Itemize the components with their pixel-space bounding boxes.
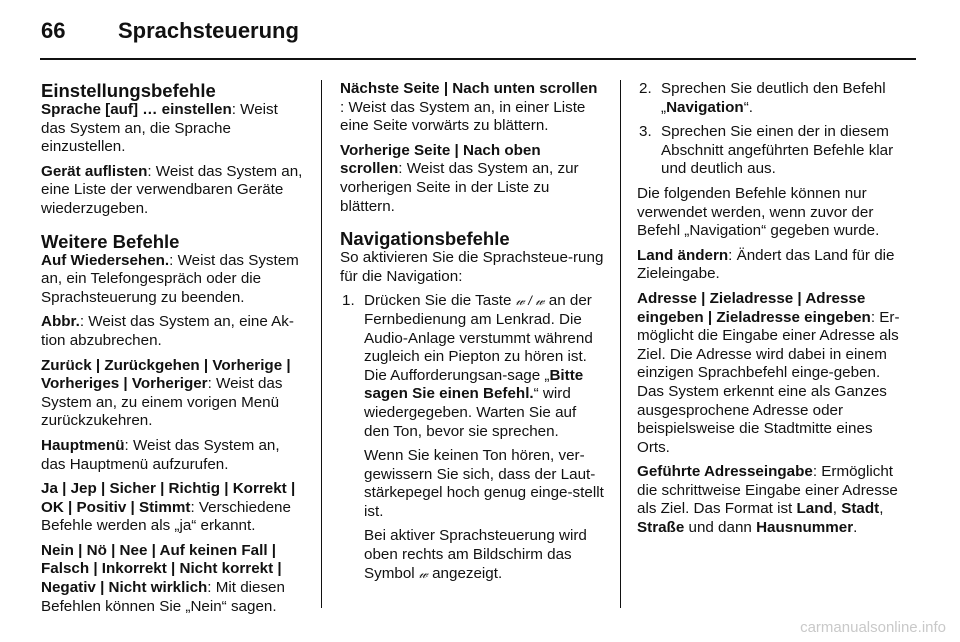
step-item <box>340 292 604 583</box>
command-entry <box>41 357 305 431</box>
command-desc: : Weist das System an, die Sprache einzustellen. <box>41 101 278 156</box>
command-desc: : Weist das System an, ein Telefongespräch oder die Sprachsteuerung zu beenden. <box>41 251 299 306</box>
command-desc: : Weist das System an, zur vorherigen Seite in der Liste zu blättern. <box>340 160 579 215</box>
command-name: Gerät auflisten <box>41 162 148 180</box>
command-desc: : Weist das System an, das Hauptmenü aufzurufen. <box>41 436 280 473</box>
command-entry <box>41 252 305 308</box>
command-name: Land ändern <box>637 246 729 264</box>
step-note-text: angezeigt. <box>427 564 503 582</box>
step-note-text: Bei aktiver Sprachsteuerung wird oben rechts am Bildschirm das Symbol <box>364 527 587 582</box>
separator: und dann <box>684 519 757 537</box>
separator: , <box>879 500 884 518</box>
command-entry <box>41 163 305 219</box>
command-name: Vorherige Seite | Nach oben scrollen <box>340 141 541 178</box>
command-entry <box>41 101 305 157</box>
command-desc: : Weist das System an, zu einem vorigen Menü zurückzukehren. <box>41 375 283 430</box>
step-text: Sprechen Sie einen der in diesem Abschnitt angeführten Befehle klar und deutlich aus. <box>661 123 894 178</box>
command-desc: : Ermöglicht die schrittweise Eingabe einer Adresse als Ziel. Das Format ist <box>637 463 898 518</box>
section-heading-settings: Einstellungsbefehle <box>41 80 216 101</box>
command-name: Abbr. <box>41 313 80 331</box>
page-title: Sprachsteuerung <box>118 18 299 43</box>
command-name: Geführte Adresseingabe <box>637 463 813 481</box>
step-text: Sprechen Sie deutlich den Befehl „ <box>661 80 886 116</box>
header-rule <box>40 58 916 60</box>
step-number: 3. <box>639 123 652 141</box>
command-desc: : Verschiedene Befehle werden als „ja“ erkannt. <box>41 498 291 535</box>
command-name: Hauptmenü <box>41 436 125 454</box>
step-number: 2. <box>639 80 652 97</box>
column-3 <box>637 80 905 544</box>
command-desc: : Weist das System an, eine Ak-tion abzubrechen. <box>41 313 294 349</box>
command-desc: : Weist das System an, in einer Liste eine Seite vorwärts zu blättern. <box>340 98 586 135</box>
voice-talk-button-icon: 𝓌 / 𝓌 <box>515 293 545 309</box>
format-word: Land <box>796 500 833 518</box>
steps-list <box>637 80 905 179</box>
voice-symbol-icon: 𝓌 <box>418 565 428 581</box>
command-name: Zurück | Zurückgehen | Vorherige | Vorheriges | Vorheriger <box>41 356 291 393</box>
nav-commands-intro: Die folgenden Befehle können nur verwendet werden, wenn zuvor der Befehl „Navigation“ gegeben wurde. <box>637 184 880 240</box>
step-note: Wenn Sie keinen Ton hören, ver-gewissern Sie sich, dass der Laut-stärkepegel hoch genug einge-stellt ist. <box>364 447 604 520</box>
step-text: Drücken Sie die Taste <box>364 292 516 310</box>
column-1 <box>41 80 305 622</box>
step-note <box>364 527 604 583</box>
step-item <box>637 123 905 179</box>
step-number: 1. <box>342 292 355 310</box>
nav-intro: So aktivieren Sie die Sprachsteue-rung für die Navigation: <box>340 249 604 285</box>
separator: , <box>832 500 842 518</box>
command-name: Navigation <box>666 98 744 116</box>
command-desc: : Er-möglicht die Eingabe einer Adresse als Ziel. Die Adresse wird dabei in einem einzigen Sprachbefehl einge-geben. Das System erkennt eine als Ganzes ausgesprochene Adresse oder beispielsweise die Stadtmitte eines Orts. <box>637 308 900 456</box>
command-desc: : Mit diesen Befehlen können Sie „Nein“ sagen. <box>41 579 285 615</box>
step-item <box>637 80 905 117</box>
command-name: Auf Wiedersehen. <box>41 251 170 269</box>
format-word: Straße <box>637 519 685 537</box>
command-desc: : Ändert das Land für die Zieleingabe. <box>637 246 895 283</box>
watermark-logo: carmanualsonline.info <box>800 619 946 636</box>
separator: . <box>853 519 858 537</box>
command-entry <box>637 247 905 284</box>
command-desc: : Weist das System an, eine Liste der verwendbaren Geräte wiederzugeben. <box>41 162 303 217</box>
format-word: Hausnummer <box>756 519 854 537</box>
step-text: an der Fernbedienung am Lenkrad. Die Audio-Anlage verstummt während zugleich ein Piepton zu hören ist. Die Aufforderungsan-sage „ <box>364 292 593 384</box>
command-entry <box>41 542 305 616</box>
section-heading-more: Weitere Befehle <box>41 230 180 252</box>
command-entry <box>637 463 905 537</box>
prompt-text: Bitte sagen Sie einen Befehl. <box>364 366 584 403</box>
command-name: Nächste Seite | Nach unten scrollen <box>340 80 598 97</box>
command-name: Sprache [auf] … einstellen <box>41 101 232 118</box>
command-name: Nein | Nö | Nee | Auf keinen Fall | Falsch | Inkorrekt | Nicht korrekt | Negativ | Nicht wirklich <box>41 541 282 597</box>
step-text: “. <box>743 98 753 116</box>
page-number: 66 <box>41 18 66 43</box>
column-divider <box>321 80 322 608</box>
section-heading-navigation: Navigationsbefehle <box>340 228 510 250</box>
command-entry <box>340 142 604 216</box>
command-name: Adresse | Zieladresse | Adresse eingeben | Zieladresse eingeben <box>637 289 871 326</box>
command-entry <box>41 480 305 536</box>
steps-list <box>340 292 604 583</box>
column-divider <box>620 80 621 608</box>
step-text: “ wird wiedergegeben. Warten Sie auf den Ton, bevor sie sprechen. <box>364 385 577 440</box>
command-entry <box>637 290 905 457</box>
command-entry <box>41 437 305 474</box>
column-2 <box>340 80 604 589</box>
command-entry <box>41 313 305 350</box>
command-entry <box>340 80 604 136</box>
format-word: Stadt <box>841 500 880 518</box>
command-name: Ja | Jep | Sicher | Richtig | Korrekt | OK | Positiv | Stimmt <box>41 480 296 516</box>
